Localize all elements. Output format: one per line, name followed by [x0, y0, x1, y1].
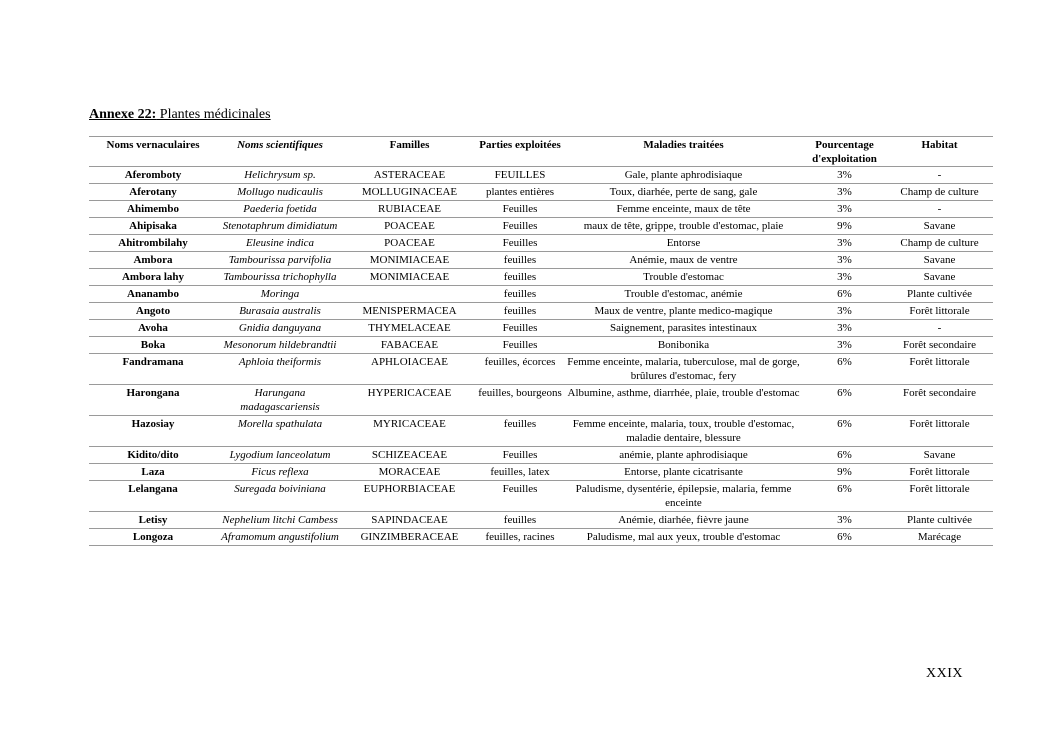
cell-parts: feuilles, latex [476, 464, 564, 481]
cell-parts: Feuilles [476, 481, 564, 512]
header-scientific-name: Noms scientifiques [217, 137, 343, 167]
cell-common-name: Ananambo [89, 286, 217, 303]
cell-scientific-name: Helichrysum sp. [217, 167, 343, 184]
cell-habitat: Savane [886, 218, 993, 235]
table-row [89, 235, 993, 252]
cell-parts: feuilles [476, 286, 564, 303]
cell-scientific-name: Burasaia australis [217, 303, 343, 320]
cell-diseases: Anémie, maux de ventre [564, 252, 803, 269]
table-body [89, 167, 993, 546]
table-row [89, 464, 993, 481]
cell-common-name: Laza [89, 464, 217, 481]
cell-family [343, 286, 476, 303]
cell-common-name: Aferomboty [89, 167, 217, 184]
cell-common-name: Ahipisaka [89, 218, 217, 235]
table-row [89, 320, 993, 337]
cell-family: MYRICACEAE [343, 416, 476, 447]
cell-common-name: Ahitrombilahy [89, 235, 217, 252]
cell-percentage: 3% [803, 303, 886, 320]
cell-habitat: Plante cultivée [886, 286, 993, 303]
cell-family: SAPINDACEAE [343, 512, 476, 529]
cell-diseases: Bonibonika [564, 337, 803, 354]
header-habitat: Habitat [886, 137, 993, 167]
cell-common-name: Fandramana [89, 354, 217, 385]
table-row [89, 512, 993, 529]
table-row [89, 337, 993, 354]
table-row [89, 447, 993, 464]
cell-scientific-name: Moringa [217, 286, 343, 303]
cell-scientific-name: Stenotaphrum dimidiatum [217, 218, 343, 235]
cell-scientific-name: Mollugo nudicaulis [217, 184, 343, 201]
cell-parts: feuilles [476, 252, 564, 269]
cell-parts: Feuilles [476, 320, 564, 337]
cell-family: POACEAE [343, 235, 476, 252]
cell-parts: Feuilles [476, 447, 564, 464]
cell-diseases: Paludisme, dysentérie, épilepsie, malaria, femme enceinte [564, 481, 803, 512]
cell-family: POACEAE [343, 218, 476, 235]
cell-family: GINZIMBERACEAE [343, 529, 476, 546]
cell-diseases: Femme enceinte, malaria, toux, trouble d'estomac, maladie dentaire, blessure [564, 416, 803, 447]
table-row [89, 385, 993, 416]
table-row [89, 167, 993, 184]
table-row [89, 269, 993, 286]
cell-diseases: Femme enceinte, maux de tête [564, 201, 803, 218]
medicinal-plants-table [89, 136, 993, 546]
cell-habitat: Champ de culture [886, 184, 993, 201]
cell-scientific-name: Paederia foetida [217, 201, 343, 218]
annex-subject: Plantes médicinales [156, 107, 271, 122]
cell-scientific-name: Gnidia danguyana [217, 320, 343, 337]
cell-family: RUBIACEAE [343, 201, 476, 218]
cell-scientific-name: Harungana madagascariensis [217, 385, 343, 416]
cell-habitat: Savane [886, 252, 993, 269]
cell-scientific-name: Mesonorum hildebrandtii [217, 337, 343, 354]
cell-percentage: 6% [803, 416, 886, 447]
cell-common-name: Lelangana [89, 481, 217, 512]
cell-percentage: 3% [803, 269, 886, 286]
table-row [89, 303, 993, 320]
cell-scientific-name: Ficus reflexa [217, 464, 343, 481]
cell-diseases: Gale, plante aphrodisiaque [564, 167, 803, 184]
cell-family: MORACEAE [343, 464, 476, 481]
cell-percentage: 3% [803, 184, 886, 201]
cell-common-name: Ambora lahy [89, 269, 217, 286]
header-common-name: Noms vernaculaires [89, 137, 217, 167]
cell-habitat: - [886, 201, 993, 218]
cell-parts: feuilles, bourgeons [476, 385, 564, 416]
table-row [89, 201, 993, 218]
cell-percentage: 6% [803, 385, 886, 416]
cell-diseases: Entorse, plante cicatrisante [564, 464, 803, 481]
cell-family: FABACEAE [343, 337, 476, 354]
cell-percentage: 9% [803, 464, 886, 481]
cell-diseases: maux de tête, grippe, trouble d'estomac, plaie [564, 218, 803, 235]
cell-family: MONIMIACEAE [343, 252, 476, 269]
cell-common-name: Harongana [89, 385, 217, 416]
cell-family: MOLLUGINACEAE [343, 184, 476, 201]
cell-percentage: 6% [803, 529, 886, 546]
cell-diseases: Anémie, diarhée, fièvre jaune [564, 512, 803, 529]
cell-scientific-name: Eleusine indica [217, 235, 343, 252]
annex-number: Annexe 22: [89, 107, 157, 122]
cell-common-name: Hazosiay [89, 416, 217, 447]
cell-percentage: 3% [803, 512, 886, 529]
cell-common-name: Boka [89, 337, 217, 354]
cell-scientific-name: Tambourissa parvifolia [217, 252, 343, 269]
cell-diseases: anémie, plante aphrodisiaque [564, 447, 803, 464]
cell-habitat: Marécage [886, 529, 993, 546]
cell-parts: Feuilles [476, 201, 564, 218]
cell-percentage: 3% [803, 320, 886, 337]
cell-diseases: Trouble d'estomac, anémie [564, 286, 803, 303]
cell-parts: feuilles, écorces [476, 354, 564, 385]
cell-diseases: Paludisme, mal aux yeux, trouble d'estomac [564, 529, 803, 546]
header-family: Familles [343, 137, 476, 167]
cell-percentage: 6% [803, 286, 886, 303]
table-row [89, 184, 993, 201]
cell-percentage: 6% [803, 481, 886, 512]
cell-habitat: Forêt littorale [886, 464, 993, 481]
cell-habitat: Forêt littorale [886, 481, 993, 512]
cell-family: EUPHORBIACEAE [343, 481, 476, 512]
cell-diseases: Toux, diarhée, perte de sang, gale [564, 184, 803, 201]
cell-habitat: Forêt littorale [886, 303, 993, 320]
cell-common-name: Angoto [89, 303, 217, 320]
cell-family: HYPERICACEAE [343, 385, 476, 416]
cell-percentage: 3% [803, 337, 886, 354]
table-row [89, 529, 993, 546]
cell-habitat: Savane [886, 447, 993, 464]
cell-percentage: 3% [803, 235, 886, 252]
cell-common-name: Kidito/dito [89, 447, 217, 464]
cell-scientific-name: Aframomum angustifolium [217, 529, 343, 546]
annex-title [89, 106, 271, 124]
cell-diseases: Albumine, asthme, diarrhée, plaie, trouble d'estomac [564, 385, 803, 416]
cell-family: ASTERACEAE [343, 167, 476, 184]
cell-scientific-name: Morella spathulata [217, 416, 343, 447]
cell-habitat: Forêt secondaire [886, 337, 993, 354]
cell-parts: Feuilles [476, 218, 564, 235]
table-row [89, 252, 993, 269]
cell-family: MONIMIACEAE [343, 269, 476, 286]
cell-parts: plantes entières [476, 184, 564, 201]
cell-habitat: Forêt littorale [886, 354, 993, 385]
cell-habitat: Forêt littorale [886, 416, 993, 447]
cell-habitat: - [886, 320, 993, 337]
cell-parts: feuilles [476, 303, 564, 320]
cell-common-name: Ambora [89, 252, 217, 269]
cell-parts: feuilles [476, 416, 564, 447]
cell-percentage: 3% [803, 252, 886, 269]
cell-diseases: Trouble d'estomac [564, 269, 803, 286]
cell-percentage: 6% [803, 354, 886, 385]
cell-scientific-name: Suregada boiviniana [217, 481, 343, 512]
table-row [89, 218, 993, 235]
cell-diseases: Maux de ventre, plante medico-magique [564, 303, 803, 320]
header-parts: Parties exploitées [476, 137, 564, 167]
header-diseases: Maladies traitées [564, 137, 803, 167]
cell-scientific-name: Aphloia theiformis [217, 354, 343, 385]
table-header-row [89, 137, 993, 167]
cell-family: APHLOIACEAE [343, 354, 476, 385]
cell-common-name: Letisy [89, 512, 217, 529]
cell-common-name: Avoha [89, 320, 217, 337]
cell-habitat: Savane [886, 269, 993, 286]
cell-parts: feuilles [476, 269, 564, 286]
cell-parts: FEUILLES [476, 167, 564, 184]
cell-scientific-name: Tambourissa trichophylla [217, 269, 343, 286]
cell-family: SCHIZEACEAE [343, 447, 476, 464]
cell-family: THYMELACEAE [343, 320, 476, 337]
cell-diseases: Saignement, parasites intestinaux [564, 320, 803, 337]
table-row [89, 354, 993, 385]
cell-habitat: Champ de culture [886, 235, 993, 252]
cell-percentage: 6% [803, 447, 886, 464]
cell-common-name: Aferotany [89, 184, 217, 201]
cell-habitat: Forêt secondaire [886, 385, 993, 416]
header-percentage: Pourcentage d'exploitation [803, 137, 886, 167]
page-number: XXIX [926, 666, 963, 681]
cell-diseases: Femme enceinte, malaria, tuberculose, mal de gorge, brûlures d'estomac, fery [564, 354, 803, 385]
cell-parts: Feuilles [476, 235, 564, 252]
cell-parts: Feuilles [476, 337, 564, 354]
cell-parts: feuilles, racines [476, 529, 564, 546]
cell-percentage: 3% [803, 201, 886, 218]
cell-percentage: 9% [803, 218, 886, 235]
table-row [89, 416, 993, 447]
cell-diseases: Entorse [564, 235, 803, 252]
cell-scientific-name: Lygodium lanceolatum [217, 447, 343, 464]
cell-common-name: Longoza [89, 529, 217, 546]
cell-scientific-name: Nephelium litchi Cambess [217, 512, 343, 529]
cell-percentage: 3% [803, 167, 886, 184]
cell-habitat: - [886, 167, 993, 184]
cell-common-name: Ahimembo [89, 201, 217, 218]
cell-habitat: Plante cultivée [886, 512, 993, 529]
table-row [89, 481, 993, 512]
cell-parts: feuilles [476, 512, 564, 529]
table-row [89, 286, 993, 303]
cell-family: MENISPERMACEA [343, 303, 476, 320]
